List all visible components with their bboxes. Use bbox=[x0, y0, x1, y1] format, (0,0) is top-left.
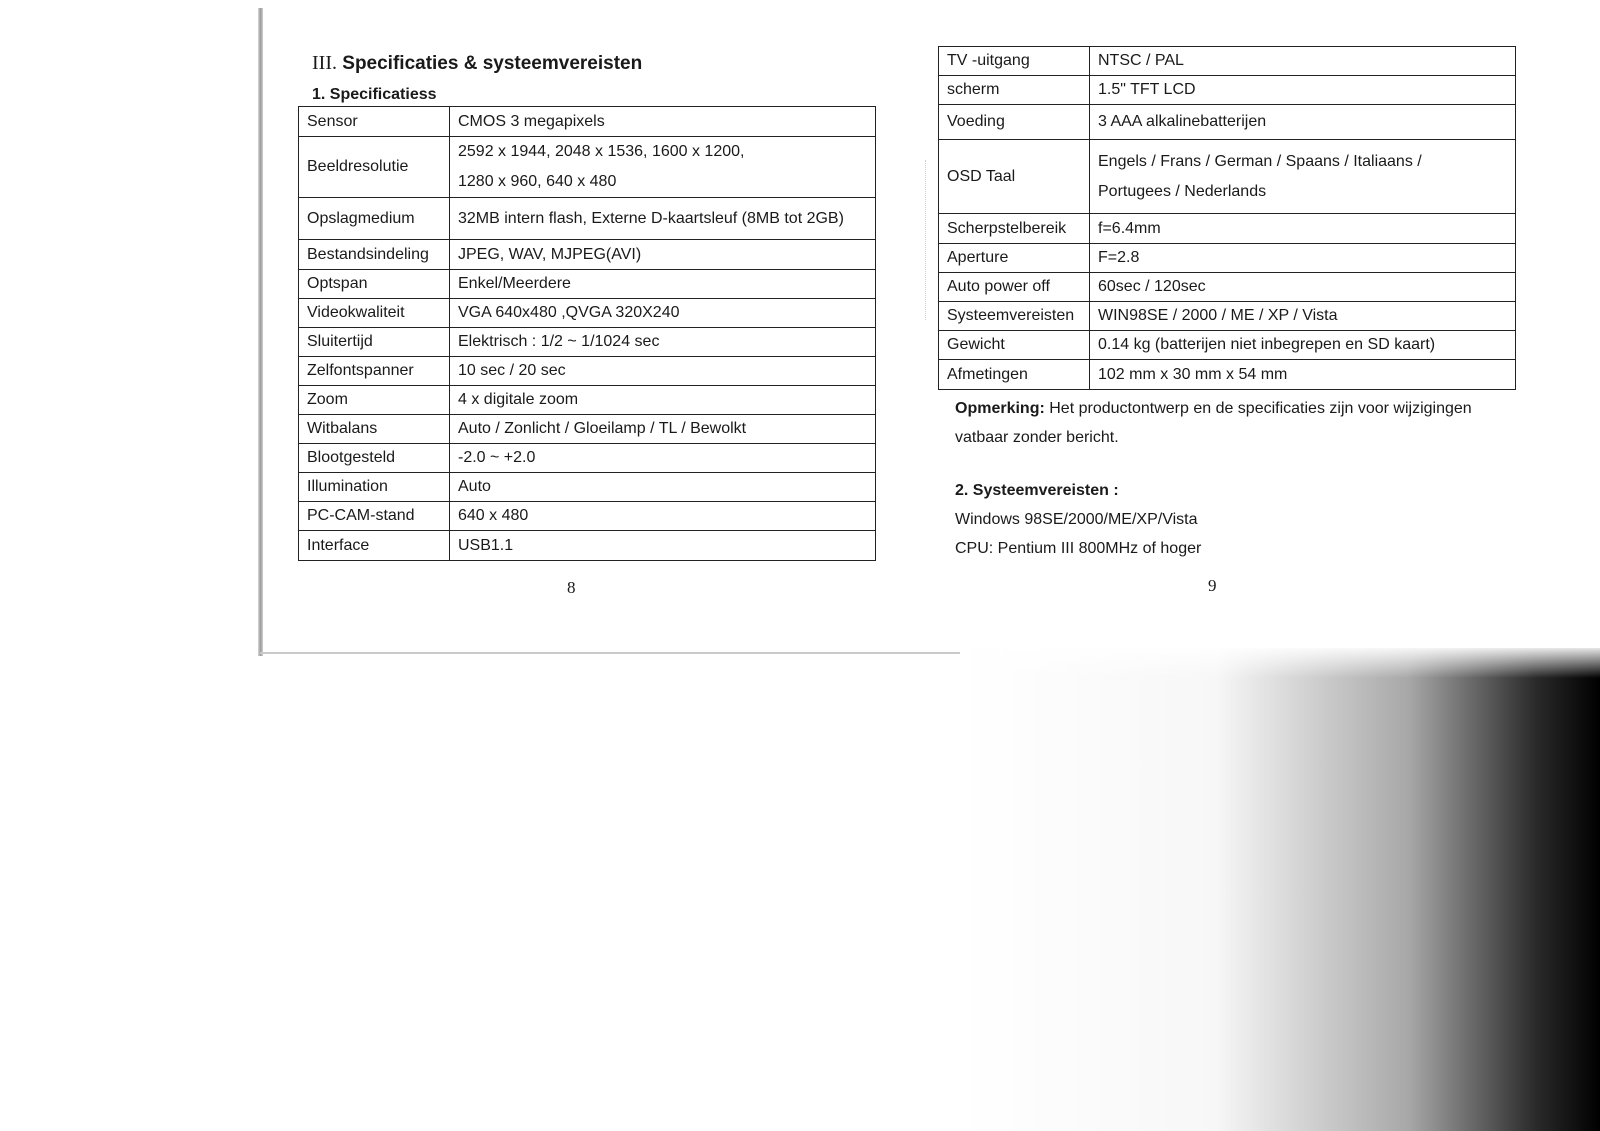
spec-label: Voeding bbox=[939, 105, 1090, 140]
scan-edge-left bbox=[258, 8, 263, 656]
spec-row bbox=[299, 386, 876, 415]
page-number-right: 9 bbox=[1208, 576, 1217, 595]
spec-value: USB1.1 bbox=[450, 531, 876, 561]
section-title bbox=[312, 52, 642, 75]
spec-label: Scherpstelbereik bbox=[939, 214, 1090, 244]
scan-shadow-fade bbox=[1000, 648, 1600, 678]
note-label: Opmerking: bbox=[955, 400, 1045, 417]
spec-label: Gewicht bbox=[939, 331, 1090, 360]
spec-value: 60sec / 120sec bbox=[1090, 273, 1516, 302]
spec-value: 1.5" TFT LCD bbox=[1090, 76, 1516, 105]
spec-row bbox=[299, 328, 876, 357]
spec-row bbox=[299, 473, 876, 502]
spec-label: Witbalans bbox=[299, 415, 450, 444]
spec-label: scherm bbox=[939, 76, 1090, 105]
spec-label: Auto power off bbox=[939, 273, 1090, 302]
spec-row bbox=[939, 140, 1516, 214]
spec-label: Blootgesteld bbox=[299, 444, 450, 473]
spec-label: Zoom bbox=[299, 386, 450, 415]
spec-row bbox=[939, 331, 1516, 360]
spec-label: Bestandsindeling bbox=[299, 240, 450, 270]
spec-value: F=2.8 bbox=[1090, 244, 1516, 273]
spec-value bbox=[1090, 140, 1516, 214]
spec-value: -2.0 ~ +2.0 bbox=[450, 444, 876, 473]
spec-row bbox=[939, 47, 1516, 76]
spec-value: JPEG, WAV, MJPEG(AVI) bbox=[450, 240, 876, 270]
spec-label: Sluitertijd bbox=[299, 328, 450, 357]
spec-label: Systeemvereisten bbox=[939, 302, 1090, 331]
spec-value: 3 AAA alkalinebatterijen bbox=[1090, 105, 1516, 140]
spec-label: Optspan bbox=[299, 270, 450, 299]
spec-value: 32MB intern flash, Externe D-kaartsleuf (8MB tot 2GB) bbox=[450, 198, 876, 240]
section-number: III. bbox=[312, 52, 337, 74]
spec-row bbox=[299, 415, 876, 444]
spec-row bbox=[939, 244, 1516, 273]
spec-row bbox=[299, 299, 876, 328]
spec-row bbox=[299, 198, 876, 240]
spec-label: Aperture bbox=[939, 244, 1090, 273]
spec-value: Elektrisch : 1/2 ~ 1/1024 sec bbox=[450, 328, 876, 357]
spec-value: 4 x digitale zoom bbox=[450, 386, 876, 415]
page-number-left: 8 bbox=[567, 578, 576, 597]
subsection-title-specs: 1. Specificatiess bbox=[312, 86, 437, 103]
spec-row bbox=[939, 273, 1516, 302]
spec-table-right bbox=[938, 46, 1516, 390]
spec-value: 10 sec / 20 sec bbox=[450, 357, 876, 386]
spec-label: Videokwaliteit bbox=[299, 299, 450, 328]
section-title-text: Specificaties & systeemvereisten bbox=[342, 53, 643, 74]
note bbox=[955, 394, 1515, 452]
spec-row bbox=[299, 357, 876, 386]
spec-value bbox=[450, 137, 876, 198]
spec-label: Zelfontspanner bbox=[299, 357, 450, 386]
spec-table-left bbox=[298, 106, 876, 561]
spec-label: Opslagmedium bbox=[299, 198, 450, 240]
spec-label: OSD Taal bbox=[939, 140, 1090, 214]
spec-row bbox=[299, 502, 876, 531]
spec-value: Auto / Zonlicht / Gloeilamp / TL / Bewolkt bbox=[450, 415, 876, 444]
spec-value: WIN98SE / 2000 / ME / XP / Vista bbox=[1090, 302, 1516, 331]
spec-row bbox=[299, 137, 876, 198]
spec-row bbox=[939, 76, 1516, 105]
spec-value-line: Portugees / Nederlands bbox=[1098, 182, 1267, 200]
spec-value: CMOS 3 megapixels bbox=[450, 107, 876, 137]
requirement-line: Windows 98SE/2000/ME/XP/Vista bbox=[955, 511, 1198, 528]
spec-row bbox=[939, 360, 1516, 390]
spec-row bbox=[299, 107, 876, 137]
spec-value: VGA 640x480 ,QVGA 320X240 bbox=[450, 299, 876, 328]
spec-row bbox=[299, 444, 876, 473]
scan-edge-bottom bbox=[260, 652, 960, 654]
spec-value: 102 mm x 30 mm x 54 mm bbox=[1090, 360, 1516, 390]
spec-label: TV -uitgang bbox=[939, 47, 1090, 76]
spec-value: Enkel/Meerdere bbox=[450, 270, 876, 299]
spec-value: f=6.4mm bbox=[1090, 214, 1516, 244]
spec-value-line: Engels / Frans / German / Spaans / Italiaans / bbox=[1098, 152, 1422, 170]
spec-value: NTSC / PAL bbox=[1090, 47, 1516, 76]
spec-label: PC-CAM-stand bbox=[299, 502, 450, 531]
spec-row bbox=[299, 531, 876, 561]
spec-label: Illumination bbox=[299, 473, 450, 502]
spec-row bbox=[939, 105, 1516, 140]
spec-value-line: 2592 x 1944, 2048 x 1536, 1600 x 1200, bbox=[458, 143, 745, 160]
spec-label: Sensor bbox=[299, 107, 450, 137]
spec-value: 0.14 kg (batterijen niet inbegrepen en SD kaart) bbox=[1090, 331, 1516, 360]
spec-value: 640 x 480 bbox=[450, 502, 876, 531]
note-text: Het productontwerp en de specificaties zijn voor wijzigingen vatbaar zonder bericht. bbox=[955, 400, 1472, 446]
spec-value: Auto bbox=[450, 473, 876, 502]
subsection-title-requirements: 2. Systeemvereisten : bbox=[955, 482, 1119, 499]
spec-label: Interface bbox=[299, 531, 450, 561]
spec-value-line: 1280 x 960, 640 x 480 bbox=[458, 173, 617, 190]
scan-shadow bbox=[960, 648, 1600, 1131]
requirement-line: CPU: Pentium III 800MHz of hoger bbox=[955, 540, 1202, 557]
spec-row bbox=[299, 270, 876, 299]
spec-label: Beeldresolutie bbox=[299, 137, 450, 198]
spec-row bbox=[939, 214, 1516, 244]
spec-row bbox=[939, 302, 1516, 331]
spec-row bbox=[299, 240, 876, 270]
spec-label: Afmetingen bbox=[939, 360, 1090, 390]
gutter-dots bbox=[925, 160, 927, 320]
